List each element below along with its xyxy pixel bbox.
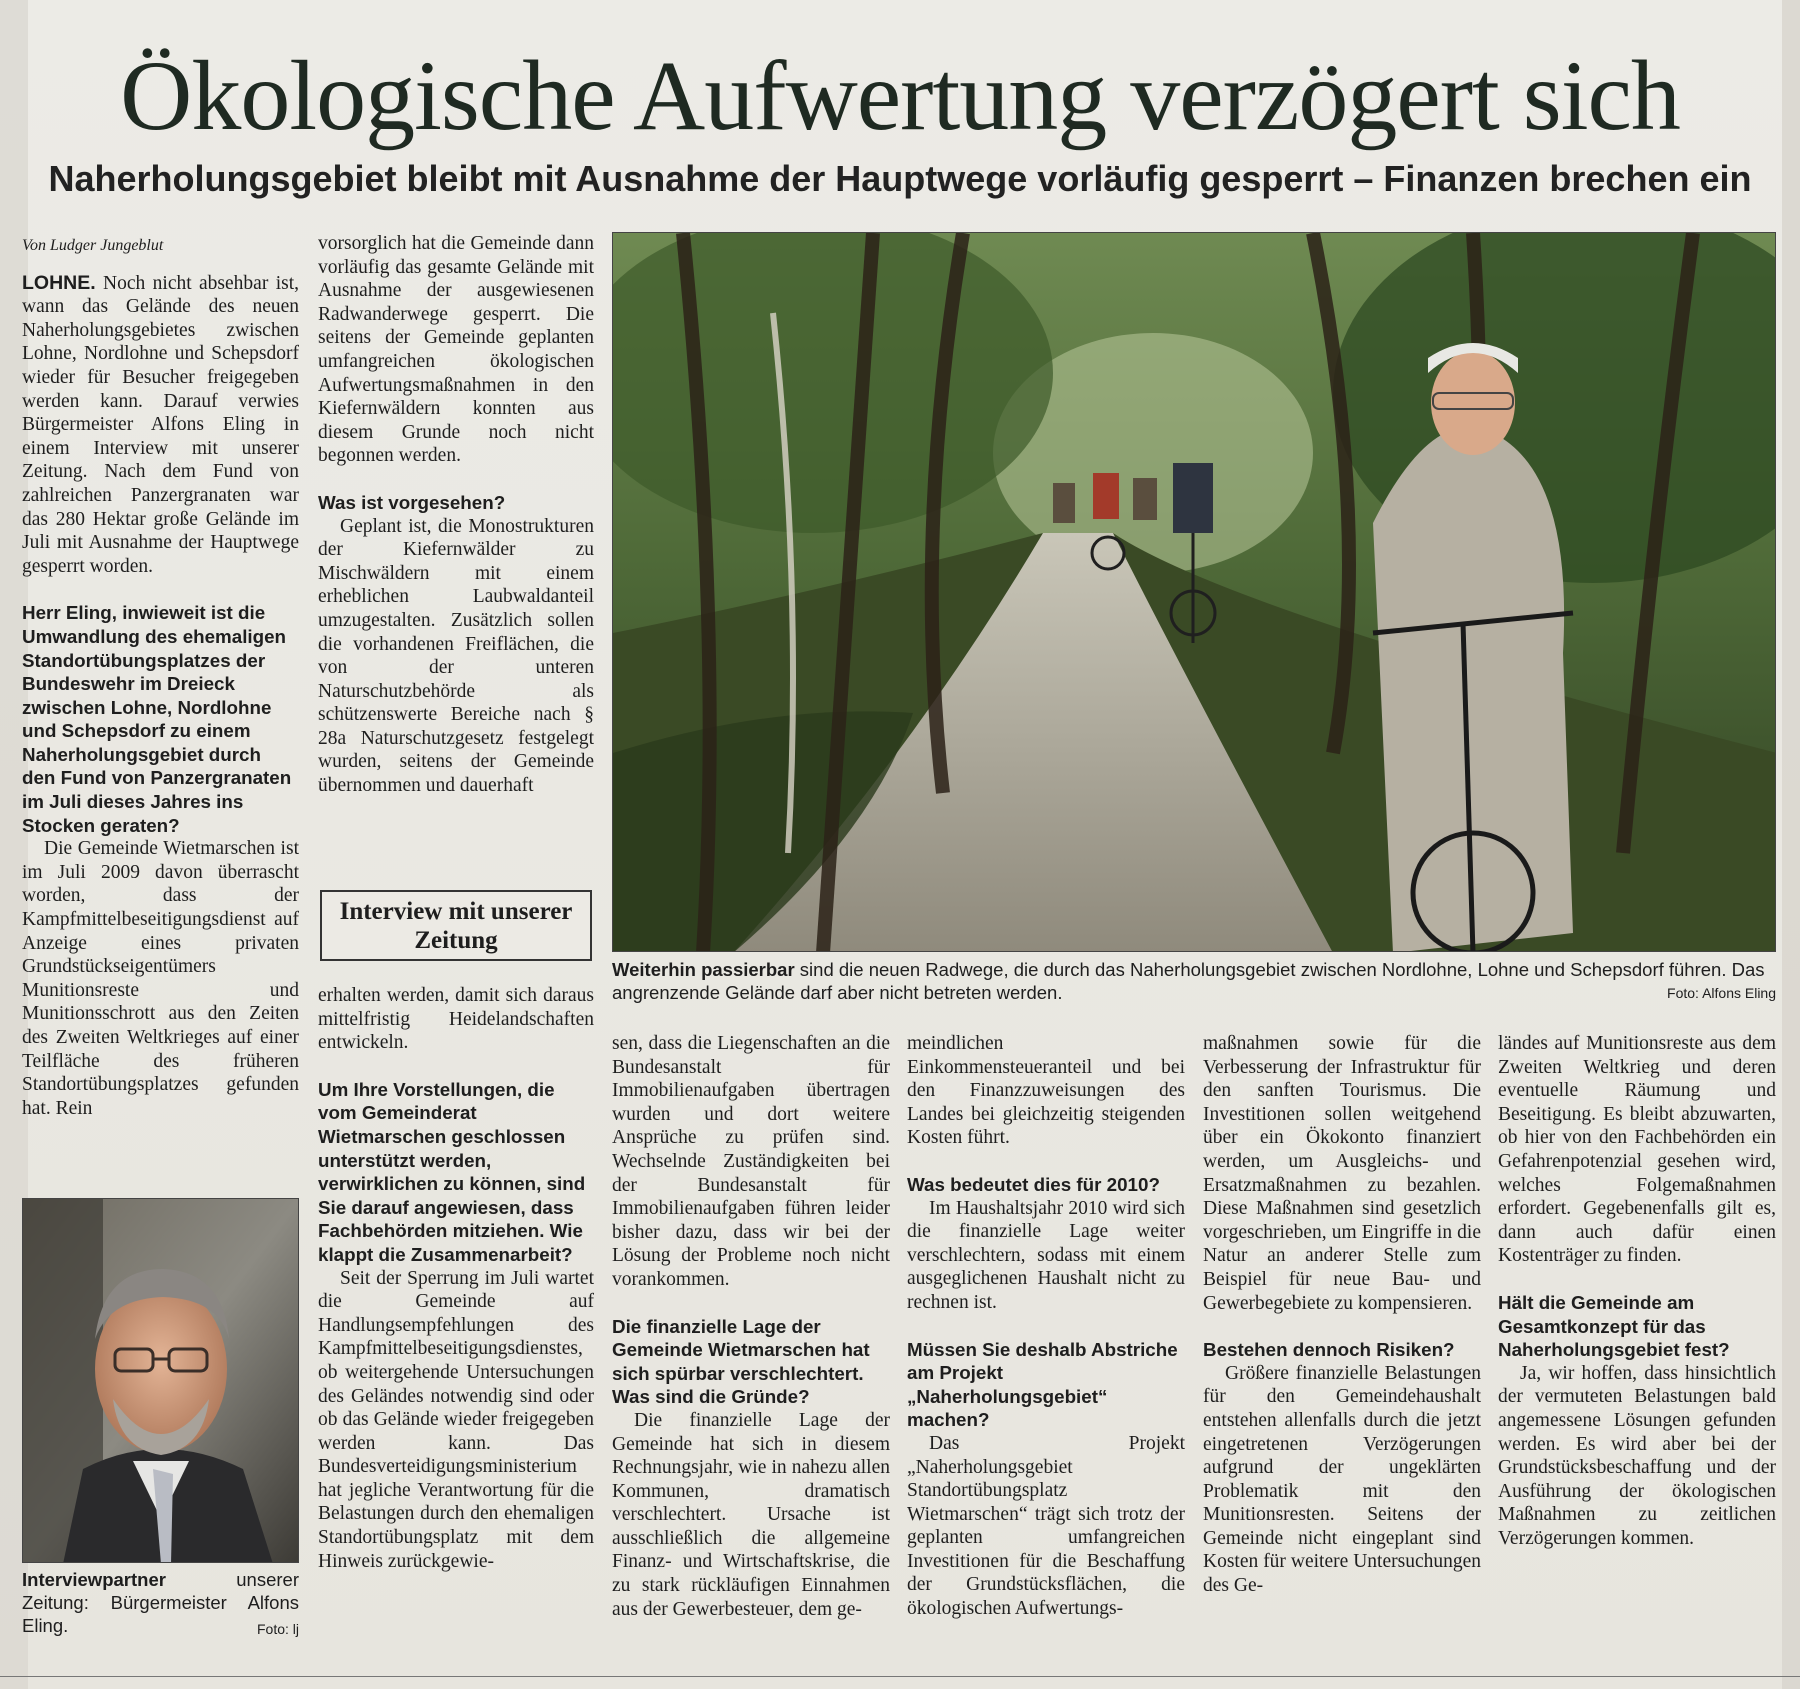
byline: Von Ludger Jungeblut bbox=[22, 237, 164, 254]
answer-1: Die Gemeinde Wietmarschen ist im Juli 2009 davon überrascht worden, dass der Kampfmittelbeseitigungsdienst auf Anzeige eines privaten Grundstückseigentümers Munitionsreste und Munitionsschrott aus den Zeiten des Zweiten Weltkrieges auf einer Teilfläche des früheren Standortübungsplatzes gefunden hat. Rein bbox=[22, 838, 299, 1119]
answer-8: Ja, wir hoffen, dass hinsichtlich der vermuteten Belastungen bald angemessene Lösungen gefunden werden. Es wird aber bei der Grundstücksbeschaffung und der Ausführung der ökologischen Maßnahmen zu zeitlichen Verzögerungen kommen. bbox=[1498, 1362, 1776, 1549]
column-5 bbox=[1203, 1032, 1481, 1598]
col5-text: maßnahmen sowie für die Verbesserung der Infrastruktur für den sanften Tourismus. Die Investitionen sollen weitgehend über ein Ökokonto finanziert werden, um Ausgleichs- und Ersatzmaßnahmen zu bezahlen. Diese Maßnahmen sind gesetzlich vorgeschrieben, um Eingriffe in die Natur an anderer Stelle zum Beispiel für neue Bau- und Gewerbegebiete zu kompensieren. bbox=[1203, 1033, 1481, 1314]
col2-bottom-text: erhalten werden, damit sich daraus mittelfristig Heidelandschaften entwickeln. bbox=[318, 985, 594, 1054]
column-4 bbox=[907, 1032, 1185, 1621]
portrait-image bbox=[23, 1199, 299, 1563]
col2-top-text: vorsorglich hat die Gemeinde dann vorläufig das gesamte Gelände mit Ausnahme der ausgewiesenen Radwanderwege gesperrt. Die seitens der Gemeinde geplanten umfangreichen ökologischen Aufwertungsmaßnahmen in den Kiefernwäldern konnten aus diesem Grunde noch nicht begonnen werden. bbox=[318, 233, 594, 467]
question-2: Was ist vorgesehen? bbox=[318, 491, 506, 513]
portrait-caption-text: unserer Zeitung: Bürgermeister Alfons Eling. bbox=[22, 1569, 299, 1636]
answer-4: Die finanzielle Lage der Gemeinde hat sich in diesem Rechnungsjahr, wie in nahezu allen Kommunen, dramatisch verschlechtert. Ursache ist ausschließlich die allgemeine Finanz- und Wirtschaftskrise, die zu stark rückläufigen Einnahmen aus der Gewerbesteuer, dem ge- bbox=[612, 1409, 890, 1620]
col6-text: ländes auf Munitionsreste aus dem Zweiten Weltkrieg und deren eventuelle Räumung und Beseitigung. Es bleibt abzuwarten, ob hier von den Fachbehörden ein Gefahrenpotenzial gesehen wird, welches Folgemaßnahmen erfordert. Gegebenenfalls gilt es, dann auch dafür einen Kostenträger zu finden. bbox=[1498, 1033, 1776, 1267]
answer-2: Geplant ist, die Monostrukturen der Kiefernwälder zu Mischwäldern mit einem erheblichen Laubwaldanteil umzugestalten. Zusätzlich sollen die vorhandenen Freiflächen, die von der unteren Naturschutzbehörde als schützenswerte Bereiche nach § 28a Naturschutzgesetz festgelegt wurden, seitens der Gemeinde übernommen und dauerhaft bbox=[318, 515, 594, 797]
column-2-upper bbox=[318, 232, 594, 798]
answer-3: Seit der Sperrung im Juli wartet die Gemeinde auf Handlungsempfehlungen des Kampfmittelbeseitigungsdienstes, ob weitergehende Untersuchungen des Geländes notwendig sind oder ob das Gelände wieder freigegeben werden kann. Das Bundesverteidigungsministerium hat jegliche Verantwortung für die Belastungen durch den ehemaligen Standortübungsplatz mit dem Hinweis zurückgewie- bbox=[318, 1267, 594, 1572]
headline: Ökologische Aufwertung verzögert sich bbox=[120, 40, 1680, 151]
question-6: Müssen Sie deshalb Abstriche am Projekt „Naherholungsgebiet“ machen? bbox=[907, 1338, 1178, 1431]
col4-text: meindlichen Einkommensteueranteil und bei den Finanzzuweisungen des Landes bei gleichzeitig steigenden Kosten führt. bbox=[907, 1033, 1185, 1149]
question-8: Hält die Gemeinde am Gesamtkonzept für das Naherholungsgebiet fest? bbox=[1498, 1291, 1730, 1361]
col3-text: sen, dass die Liegenschaften an die Bundesanstalt für Immobilienaufgaben übertragen wurden und dort weitere Ansprüche zu prüfen sind. Wechselnde Zuständigkeiten bei der Bundesanstalt für Immobilienaufgaben führen leider bisher dazu, dass wir bei der Lösung der Probleme noch nicht vorankommen. bbox=[612, 1033, 890, 1290]
dateline: LOHNE. bbox=[22, 271, 96, 294]
column-6 bbox=[1498, 1032, 1776, 1550]
question-1: Herr Eling, inwieweit ist die Umwandlung des ehemaligen Standortübungsplatzes der Bundeswehr im Dreieck zwischen Lohne, Nordlohne und Schepsdorf zu einem Naherholungsgebiet durch den Fund von Panzergranaten im Juli dieses Jahres ins Stocken geraten? bbox=[22, 602, 292, 836]
cyclists-image bbox=[613, 233, 1776, 952]
page-bottom-rule bbox=[0, 1676, 1800, 1677]
column-2-lower bbox=[318, 984, 594, 1573]
photo-caption-text: sind die neuen Radwege, die durch das Naherholungsgebiet zwischen Nordlohne, Lohne und Schepsdorf führen. Das angrenzende Gelände darf aber nicht betreten werden. bbox=[612, 959, 1765, 1003]
question-7: Bestehen dennoch Risiken? bbox=[1203, 1339, 1455, 1361]
photo-credit: Foto: Alfons Eling bbox=[1667, 985, 1776, 1001]
photo-caption-lead: Weiterhin passierbar bbox=[612, 959, 795, 980]
answer-5: Im Haushaltsjahr 2010 wird sich die finanzielle Lage weiter verschlechtern, sodass mit einem ausgeglichenen Haushalt nicht zu rechnen ist. bbox=[907, 1197, 1185, 1313]
answer-6: Das Projekt „Naherholungsgebiet Standortübungsplatz Wietmarschen“ trägt sich trotz der geplanten umfangreichen Investitionen für die Beschaffung der Grundstücksflächen, die ökologischen Aufwertungs- bbox=[907, 1432, 1185, 1620]
column-3 bbox=[612, 1032, 890, 1621]
portrait-caption bbox=[22, 1568, 299, 1641]
column-1 bbox=[22, 234, 299, 1120]
portrait-caption-lead: Interviewpartner bbox=[22, 1569, 166, 1590]
interview-box-label: Interview mit unserer Zeitung bbox=[339, 898, 573, 954]
question-3: Um Ihre Vorstellungen, die vom Gemeinderat Wietmarschen geschlossen unterstützt werden, verwirklichen zu können, sind Sie darauf angewiesen, dass Fachbehörden mitziehen. Wie klappt die Zusammenarbeit? bbox=[318, 1078, 586, 1265]
portrait-photo bbox=[22, 1198, 299, 1563]
portrait-credit: Foto: lj bbox=[256, 1621, 299, 1637]
lead-paragraph: Noch nicht absehbar ist, wann das Gelände des neuen Naherholungsgebietes zwischen Lohne, Nordlohne und Schepsdorf wieder für Besucher freigegeben werden kann. Darauf verwies Bürgermeister Alfons Eling in einem Interview mit unserer Zeitung. Nach dem Fund von zahlreichen Panzergranaten war das 280 Hektar große Gelände im Juli mit Ausnahme der Hauptwege gesperrt worden. bbox=[22, 272, 299, 577]
cyclists-photo bbox=[612, 232, 1776, 952]
question-4: Die finanzielle Lage der Gemeinde Wietmarschen hat sich spürbar verschlechtert. Was sind die Gründe? bbox=[612, 1315, 870, 1408]
photo-caption bbox=[612, 958, 1776, 1004]
adjacent-page-edge-right bbox=[1782, 0, 1800, 1689]
question-5: Was bedeutet dies für 2010? bbox=[907, 1173, 1160, 1195]
interview-box bbox=[320, 890, 592, 961]
answer-7: Größere finanzielle Belastungen für den Gemeindehaushalt entstehen allenfalls durch die jetzt eingetretenen Verzögerungen aufgrund der ungeklärten Problematik mit den Munitionsresten. Seitens der Gemeinde nicht eingeplant sind Kosten für weitere Untersuchungen des Ge- bbox=[1203, 1362, 1481, 1597]
subheadline: Naherholungsgebiet bleibt mit Ausnahme der Hauptwege vorläufig gesperrt – Finanzen brechen ein bbox=[48, 158, 1752, 199]
